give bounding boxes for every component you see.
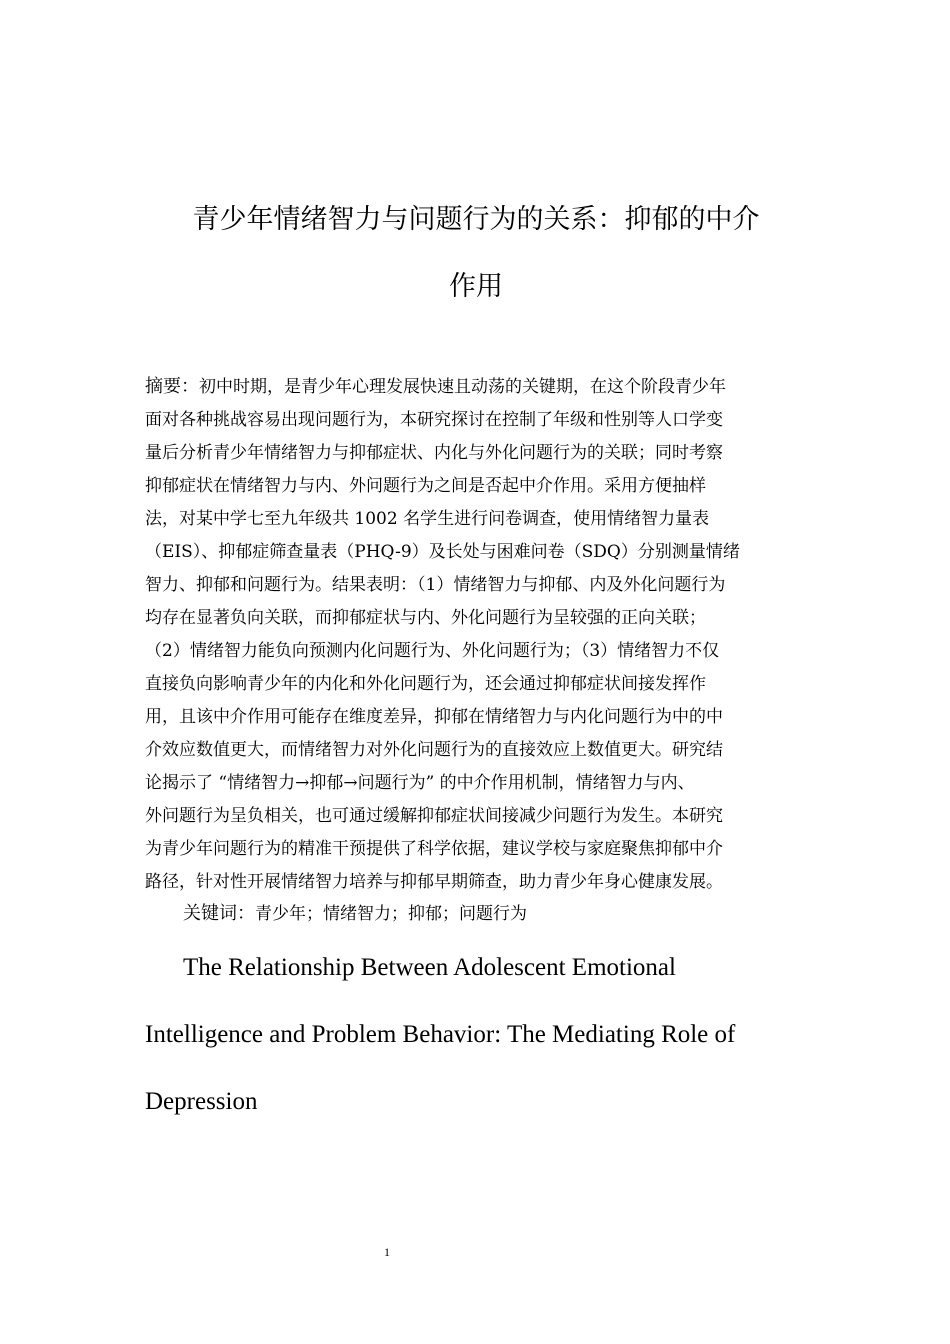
- abstract-line: 论揭示了 “情绪智力→抑郁→问题行为” 的中介作用机制，情绪智力与内、: [145, 773, 695, 793]
- abstract-line: 直接负向影响青少年的内化和外化问题行为，还会通过抑郁症状间接发挥作: [145, 674, 706, 694]
- keywords-text: 青少年；情绪智力；抑郁；问题行为: [255, 904, 527, 924]
- english-title: [145, 934, 807, 1135]
- abstract-line: （2）情绪智力能负向预测内化问题行为、外化问题行为；（3）情绪智力不仅: [145, 641, 720, 661]
- chinese-title-line-1: 青少年情绪智力与问题行为的关系：抑郁的中介: [192, 204, 760, 235]
- abstract-line: 量后分析青少年情绪智力与抑郁症状、内化与外化问题行为的关联；同时考察: [145, 443, 723, 463]
- abstract-line: 路径，针对性开展情绪智力培养与抑郁早期筛查，助力青少年身心健康发展。: [145, 872, 723, 892]
- abstract-text: 初中时期，是青少年心理发展快速且动荡的关键期，在这个阶段青少年: [199, 377, 726, 397]
- abstract-line: 抑郁症状在情绪智力与内、外问题行为之间是否起中介作用。采用方便抽样: [145, 476, 706, 496]
- page-number: 1: [384, 1245, 390, 1259]
- abstract-line: 智力、抑郁和问题行为。结果表明：（1）情绪智力与抑郁、内及外化问题行为: [145, 575, 726, 595]
- keywords-label: 关键词：: [183, 903, 255, 924]
- chinese-title-line-2: 作用: [449, 271, 503, 302]
- abstract-line: 面对各种挑战容易出现问题行为，本研究探讨在控制了年级和性别等人口学变: [145, 410, 723, 430]
- chinese-title: [145, 186, 807, 320]
- abstract-line: 均存在显著负向关联，而抑郁症状与内、外化问题行为呈较强的正向关联；: [145, 608, 706, 628]
- abstract-line: 法，对某中学七至九年级共 1002 名学生进行问卷调查，使用情绪智力量表: [145, 509, 710, 529]
- abstract-line: （EIS）、抑郁症筛查量表（PHQ-9）及长处与困难问卷（SDQ）分别测量情绪: [145, 542, 740, 562]
- abstract: [145, 370, 807, 899]
- english-title-line-2: Intelligence and Problem Behavior: The Mediating Role of: [145, 1021, 736, 1048]
- english-title-line-1: The Relationship Between Adolescent Emotional: [183, 954, 676, 981]
- abstract-label: 摘要：: [145, 376, 199, 397]
- keywords: [183, 897, 527, 931]
- english-title-line-3: Depression: [145, 1088, 258, 1115]
- abstract-line: [145, 370, 807, 404]
- abstract-line: 介效应数值更大，而情绪智力对外化问题行为的直接效应上数值更大。研究结: [145, 740, 723, 760]
- abstract-line: 用，且该中介作用可能存在维度差异，抑郁在情绪智力与内化问题行为中的中: [145, 707, 723, 727]
- abstract-line: 为青少年问题行为的精准干预提供了科学依据，建议学校与家庭聚焦抑郁中介: [145, 839, 723, 859]
- abstract-line: 外问题行为呈负相关，也可通过缓解抑郁症状间接减少问题行为发生。本研究: [145, 806, 723, 826]
